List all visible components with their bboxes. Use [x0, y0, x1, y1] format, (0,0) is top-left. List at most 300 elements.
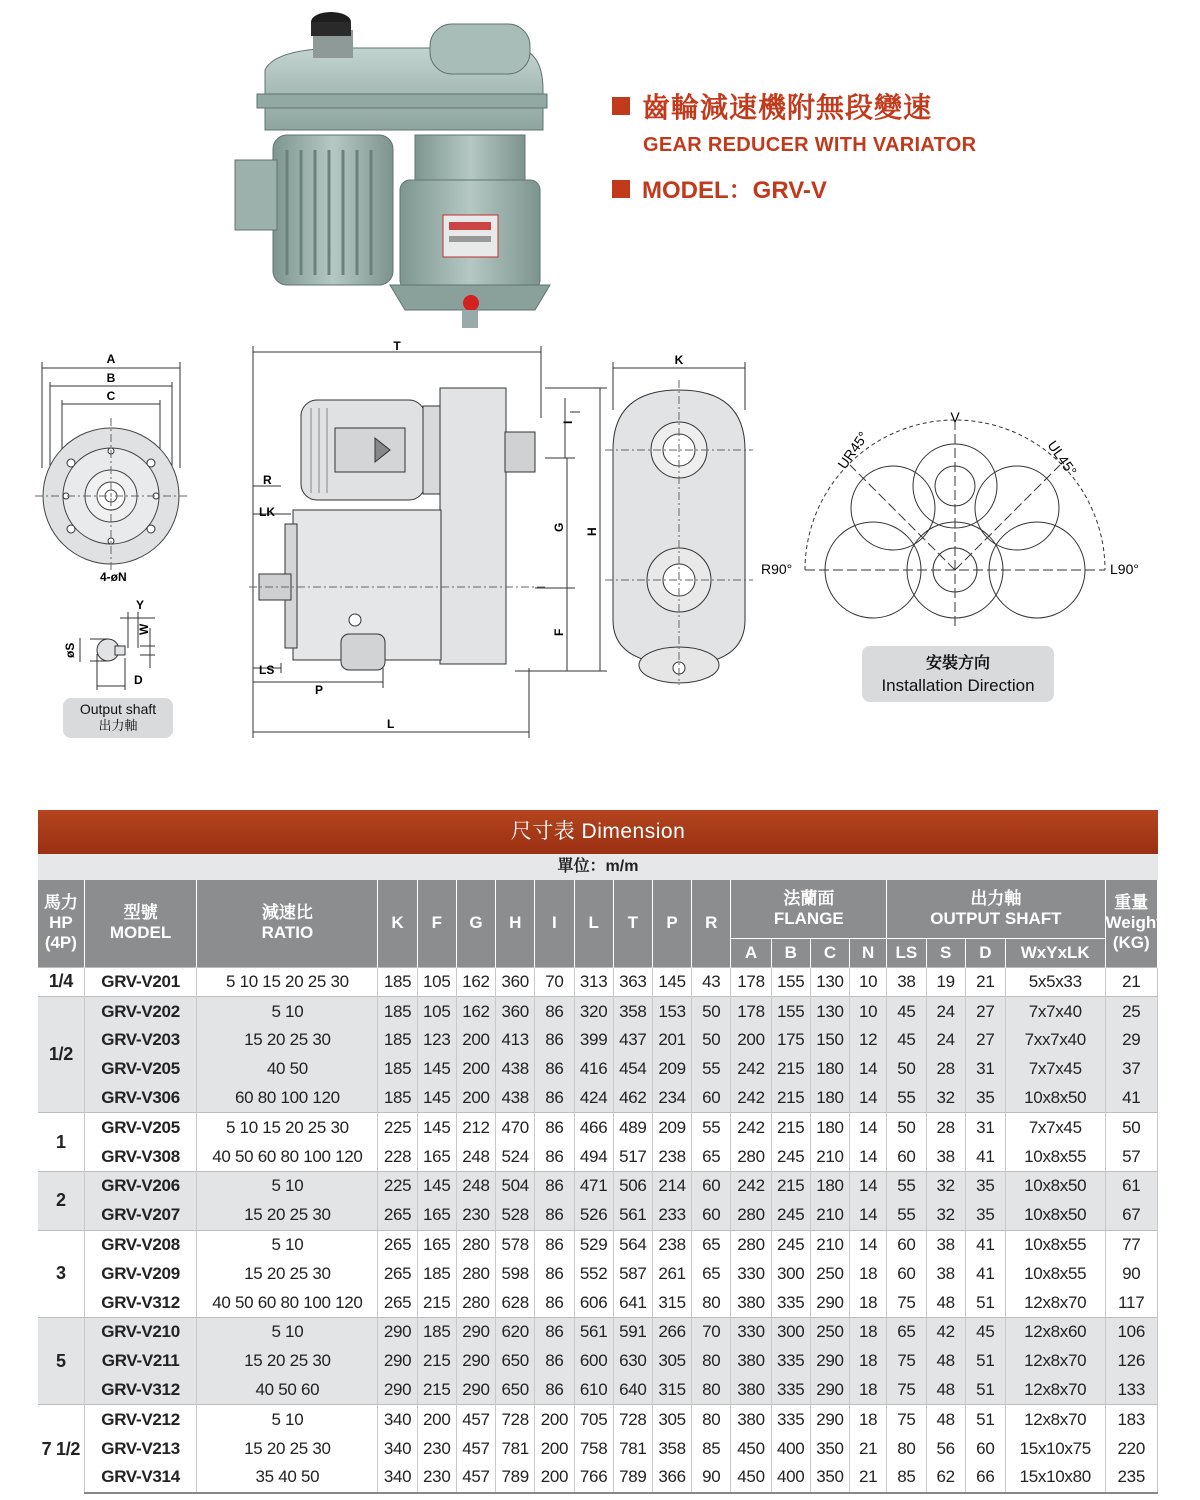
- cell-value: 225: [378, 1172, 417, 1201]
- cell-value: 50: [692, 997, 731, 1026]
- cell-value: 178: [731, 997, 771, 1026]
- table-row: [38, 1259, 1158, 1288]
- header-dim-p: P: [652, 880, 691, 967]
- cell-model: GRV-V207: [84, 1201, 197, 1230]
- cell-value: 781: [496, 1434, 535, 1463]
- cell-ratio: 60 80 100 120: [197, 1084, 378, 1113]
- header-flange-b: B: [771, 938, 810, 967]
- cell-value: 265: [378, 1201, 417, 1230]
- cell-model: GRV-V209: [84, 1259, 197, 1288]
- cell-value: 245: [771, 1201, 810, 1230]
- cell-value: 12x8x70: [1005, 1376, 1105, 1405]
- cell-value: 215: [771, 1055, 810, 1084]
- cell-value: 350: [810, 1434, 849, 1463]
- cell-value: 80: [692, 1405, 731, 1434]
- cell-value: 641: [613, 1288, 652, 1317]
- cell-model: GRV-V210: [84, 1318, 197, 1347]
- cell-value: 630: [613, 1347, 652, 1376]
- cell-value: 75: [887, 1405, 926, 1434]
- header-output-shaft: 出力軸 OUTPUT SHAFT: [887, 880, 1105, 938]
- dir-label-l90: L90°: [1110, 561, 1139, 577]
- cell-value: 517: [613, 1142, 652, 1171]
- cell-value: 162: [456, 997, 495, 1026]
- cell-value: 12x8x70: [1005, 1405, 1105, 1434]
- cell-value: 209: [652, 1055, 691, 1084]
- cell-value: 153: [652, 997, 691, 1026]
- cell-value: 32: [926, 1172, 965, 1201]
- header-dim-k: K: [378, 880, 417, 967]
- cell-value: 416: [574, 1055, 613, 1084]
- cell-value: 330: [731, 1259, 771, 1288]
- cell-value: 24: [926, 997, 965, 1026]
- cell-model: GRV-V306: [84, 1084, 197, 1113]
- cell-value: 50: [1105, 1113, 1157, 1142]
- cell-value: 290: [378, 1376, 417, 1405]
- cell-value: 360: [496, 967, 535, 997]
- cell-value: 56: [926, 1434, 965, 1463]
- cell-value: 43: [692, 967, 731, 997]
- cell-value: 210: [810, 1230, 849, 1259]
- table-unit: 單位：m/m: [38, 854, 1158, 880]
- cell-value: 238: [652, 1142, 691, 1171]
- cell-value: 27: [965, 997, 1005, 1026]
- cell-value: 60: [887, 1259, 926, 1288]
- cell-value: 564: [613, 1230, 652, 1259]
- cell-value: 65: [887, 1318, 926, 1347]
- header-shaft-s: S: [926, 938, 965, 967]
- cell-value: 185: [417, 1259, 456, 1288]
- cell-hp: 3: [38, 1230, 84, 1317]
- cell-value: 7xx7x40: [1005, 1026, 1105, 1055]
- cell-ratio: 5 10: [197, 997, 378, 1026]
- cell-value: 70: [535, 967, 574, 997]
- cell-value: 21: [850, 1463, 887, 1493]
- cell-value: 38: [926, 1259, 965, 1288]
- cell-value: 41: [965, 1259, 1005, 1288]
- dim-label-r: R: [263, 473, 272, 487]
- cell-value: 10x8x55: [1005, 1142, 1105, 1171]
- cell-value: 145: [417, 1172, 456, 1201]
- cell-value: 185: [378, 997, 417, 1026]
- header-dim-r: R: [692, 880, 731, 967]
- cell-value: 28: [926, 1113, 965, 1142]
- cell-value: 86: [535, 1084, 574, 1113]
- cell-value: 245: [771, 1142, 810, 1171]
- cell-value: 18: [850, 1288, 887, 1317]
- cell-value: 424: [574, 1084, 613, 1113]
- cell-value: 155: [771, 997, 810, 1026]
- cell-ratio: 5 10: [197, 1230, 378, 1259]
- cell-value: 494: [574, 1142, 613, 1171]
- cell-value: 86: [535, 1026, 574, 1055]
- cell-value: 21: [965, 967, 1005, 997]
- cell-value: 27: [965, 1026, 1005, 1055]
- bullet-square-icon: [612, 97, 630, 115]
- cell-value: 85: [887, 1463, 926, 1493]
- cell-value: 305: [652, 1347, 691, 1376]
- cell-ratio: 15 20 25 30: [197, 1259, 378, 1288]
- cell-value: 640: [613, 1376, 652, 1405]
- cell-value: 366: [652, 1463, 691, 1493]
- cell-value: 130: [810, 967, 849, 997]
- cell-value: 315: [652, 1288, 691, 1317]
- cell-value: 201: [652, 1026, 691, 1055]
- dim-label-g: G: [552, 522, 566, 532]
- cell-value: 65: [692, 1259, 731, 1288]
- cell-value: 290: [456, 1347, 495, 1376]
- cell-value: 86: [535, 1259, 574, 1288]
- cell-hp: 5: [38, 1318, 84, 1405]
- cell-value: 15x10x75: [1005, 1434, 1105, 1463]
- table-row: [38, 1055, 1158, 1084]
- cell-ratio: 40 50 60 80 100 120: [197, 1142, 378, 1171]
- page-title-cn: [612, 86, 932, 126]
- cell-model: GRV-V205: [84, 1055, 197, 1084]
- cell-value: 789: [613, 1463, 652, 1493]
- cell-value: 335: [771, 1376, 810, 1405]
- cell-value: 14: [850, 1201, 887, 1230]
- cell-value: 145: [652, 967, 691, 997]
- cell-value: 335: [771, 1347, 810, 1376]
- cell-value: 14: [850, 1230, 887, 1259]
- page-title-en: GEAR REDUCER WITH VARIATOR: [643, 134, 977, 156]
- cell-ratio: 15 20 25 30: [197, 1434, 378, 1463]
- cell-value: 86: [535, 1288, 574, 1317]
- cell-value: 12x8x60: [1005, 1318, 1105, 1347]
- dim-label-i: I: [561, 420, 575, 424]
- cell-value: 38: [887, 967, 926, 997]
- cell-value: 457: [456, 1463, 495, 1493]
- cell-value: 18: [850, 1376, 887, 1405]
- cell-value: 35: [965, 1201, 1005, 1230]
- dim-label-l: L: [387, 717, 395, 731]
- cell-value: 300: [771, 1259, 810, 1288]
- output-shaft-caption-cn: 出力軸: [98, 719, 138, 734]
- cell-value: 215: [771, 1084, 810, 1113]
- dim-label-p: P: [315, 683, 324, 697]
- cell-value: 178: [731, 967, 771, 997]
- table-row: [38, 1288, 1158, 1317]
- cell-value: 18: [850, 1405, 887, 1434]
- cell-value: 14: [850, 1142, 887, 1171]
- table-row: [38, 997, 1158, 1026]
- cell-hp: 1/2: [38, 997, 84, 1113]
- cell-value: 185: [378, 1026, 417, 1055]
- dim-label-a: A: [106, 352, 116, 366]
- cell-value: 758: [574, 1434, 613, 1463]
- cell-value: 399: [574, 1026, 613, 1055]
- table-title: 尺寸表 Dimension: [38, 810, 1158, 854]
- cell-value: 86: [535, 1113, 574, 1142]
- header-shaft-wxyxlk: WxYxLK: [1005, 938, 1105, 967]
- dim-label-n: 4-øN: [100, 570, 127, 584]
- cell-model: GRV-V213: [84, 1434, 197, 1463]
- cell-value: 185: [378, 1084, 417, 1113]
- cell-value: 117: [1105, 1288, 1157, 1317]
- table-row: [38, 1230, 1158, 1259]
- cell-value: 628: [496, 1288, 535, 1317]
- cell-value: 280: [731, 1201, 771, 1230]
- cell-value: 705: [574, 1405, 613, 1434]
- cell-value: 35: [965, 1172, 1005, 1201]
- cell-value: 45: [887, 1026, 926, 1055]
- cell-value: 86: [535, 1318, 574, 1347]
- table-row: [38, 1463, 1158, 1493]
- table-row: [38, 1172, 1158, 1201]
- cell-value: 41: [965, 1142, 1005, 1171]
- cell-model: GRV-V208: [84, 1230, 197, 1259]
- cell-value: 280: [456, 1230, 495, 1259]
- cell-value: 200: [535, 1405, 574, 1434]
- cell-value: 238: [652, 1230, 691, 1259]
- cell-model: GRV-V205: [84, 1113, 197, 1142]
- cell-value: 18: [850, 1318, 887, 1347]
- cell-value: 12: [850, 1026, 887, 1055]
- dir-label-v: V: [950, 409, 960, 425]
- cell-value: 242: [731, 1172, 771, 1201]
- cell-value: 48: [926, 1288, 965, 1317]
- cell-value: 214: [652, 1172, 691, 1201]
- cell-value: 457: [456, 1434, 495, 1463]
- cell-value: 14: [850, 1055, 887, 1084]
- cell-value: 400: [771, 1434, 810, 1463]
- cell-value: 290: [810, 1288, 849, 1317]
- cell-value: 600: [574, 1347, 613, 1376]
- cell-value: 10: [850, 997, 887, 1026]
- cell-value: 358: [652, 1434, 691, 1463]
- cell-value: 266: [652, 1318, 691, 1347]
- cell-value: 315: [652, 1376, 691, 1405]
- cell-value: 75: [887, 1376, 926, 1405]
- cell-value: 55: [887, 1201, 926, 1230]
- cell-value: 363: [613, 967, 652, 997]
- cell-value: 45: [887, 997, 926, 1026]
- cell-value: 126: [1105, 1347, 1157, 1376]
- header-dim-i: I: [535, 880, 574, 967]
- cell-value: 175: [771, 1026, 810, 1055]
- cell-value: 7x7x45: [1005, 1113, 1105, 1142]
- install-caption-en: Installation Direction: [881, 676, 1035, 695]
- cell-value: 250: [810, 1318, 849, 1347]
- cell-value: 41: [965, 1230, 1005, 1259]
- cell-value: 61: [1105, 1172, 1157, 1201]
- cell-value: 31: [965, 1113, 1005, 1142]
- cell-hp: 2: [38, 1172, 84, 1231]
- cell-value: 380: [731, 1347, 771, 1376]
- model-label: MODEL：GRV-V: [642, 177, 827, 204]
- output-shaft-caption: [63, 698, 173, 738]
- cell-value: 728: [613, 1405, 652, 1434]
- cell-value: 470: [496, 1113, 535, 1142]
- cell-value: 200: [535, 1463, 574, 1493]
- cell-value: 300: [771, 1318, 810, 1347]
- cell-value: 228: [378, 1142, 417, 1171]
- cell-value: 340: [378, 1434, 417, 1463]
- dim-label-t: T: [393, 339, 401, 353]
- cell-value: 37: [1105, 1055, 1157, 1084]
- cell-value: 60: [887, 1142, 926, 1171]
- cell-value: 265: [378, 1259, 417, 1288]
- cell-value: 86: [535, 1172, 574, 1201]
- cell-value: 21: [850, 1434, 887, 1463]
- cell-value: 65: [692, 1230, 731, 1259]
- cell-model: GRV-V203: [84, 1026, 197, 1055]
- cell-value: 438: [496, 1055, 535, 1084]
- cell-value: 32: [926, 1201, 965, 1230]
- dim-label-s: øS: [63, 642, 77, 658]
- cell-model: GRV-V314: [84, 1463, 197, 1493]
- cell-value: 450: [731, 1463, 771, 1493]
- cell-value: 86: [535, 1347, 574, 1376]
- cell-value: 75: [887, 1288, 926, 1317]
- cell-value: 610: [574, 1376, 613, 1405]
- header-flange: 法蘭面 FLANGE: [731, 880, 887, 938]
- dim-label-ls: LS: [259, 663, 275, 677]
- cell-value: 60: [692, 1084, 731, 1113]
- cell-value: 12x8x70: [1005, 1288, 1105, 1317]
- dim-label-b: B: [106, 371, 116, 385]
- cell-value: 50: [692, 1026, 731, 1055]
- cell-value: 86: [535, 1201, 574, 1230]
- cell-value: 70: [692, 1318, 731, 1347]
- table-row: [38, 1405, 1158, 1434]
- installation-direction-caption: [862, 646, 1054, 702]
- cell-value: 42: [926, 1318, 965, 1347]
- cell-value: 320: [574, 997, 613, 1026]
- cell-value: 80: [692, 1347, 731, 1376]
- cell-ratio: 15 20 25 30: [197, 1201, 378, 1230]
- installation-direction-drawing: [755, 400, 1155, 640]
- table-row: [38, 1201, 1158, 1230]
- cell-value: 290: [378, 1318, 417, 1347]
- cell-value: 230: [456, 1201, 495, 1230]
- cell-value: 165: [417, 1201, 456, 1230]
- cell-value: 38: [926, 1230, 965, 1259]
- cell-model: GRV-V201: [84, 967, 197, 997]
- cell-value: 51: [965, 1347, 1005, 1376]
- cell-value: 12x8x70: [1005, 1347, 1105, 1376]
- cell-value: 305: [652, 1405, 691, 1434]
- cell-ratio: 5 10: [197, 1318, 378, 1347]
- header-flange-a: A: [731, 938, 771, 967]
- cell-value: 57: [1105, 1142, 1157, 1171]
- cell-value: 210: [810, 1201, 849, 1230]
- cell-value: 200: [731, 1026, 771, 1055]
- cell-value: 250: [810, 1259, 849, 1288]
- side-view-drawing: [245, 338, 615, 743]
- cell-value: 504: [496, 1172, 535, 1201]
- cell-ratio: 5 10 15 20 25 30: [197, 1113, 378, 1142]
- cell-value: 38: [926, 1142, 965, 1171]
- cell-value: 145: [417, 1113, 456, 1142]
- cell-value: 31: [965, 1055, 1005, 1084]
- cell-value: 728: [496, 1405, 535, 1434]
- cell-value: 55: [692, 1113, 731, 1142]
- cell-value: 200: [417, 1405, 456, 1434]
- header-dim-h: H: [496, 880, 535, 967]
- cell-value: 55: [887, 1172, 926, 1201]
- cell-value: 200: [456, 1055, 495, 1084]
- cell-value: 130: [810, 997, 849, 1026]
- cell-value: 230: [417, 1463, 456, 1493]
- cell-value: 5x5x33: [1005, 967, 1105, 997]
- cell-value: 123: [417, 1026, 456, 1055]
- header-shaft-d: D: [965, 938, 1005, 967]
- cell-value: 105: [417, 967, 456, 997]
- header-model: 型號 MODEL: [84, 880, 197, 967]
- cell-value: 19: [926, 967, 965, 997]
- header-flange-n: N: [850, 938, 887, 967]
- cell-value: 185: [417, 1318, 456, 1347]
- cell-value: 471: [574, 1172, 613, 1201]
- cell-value: 290: [456, 1376, 495, 1405]
- cell-value: 380: [731, 1405, 771, 1434]
- cell-value: 10x8x50: [1005, 1084, 1105, 1113]
- bullet-square-icon: [612, 180, 630, 198]
- cell-value: 29: [1105, 1026, 1157, 1055]
- cell-value: 180: [810, 1055, 849, 1084]
- cell-value: 18: [850, 1259, 887, 1288]
- cell-ratio: 5 10: [197, 1172, 378, 1201]
- cell-value: 215: [417, 1376, 456, 1405]
- cell-value: 48: [926, 1405, 965, 1434]
- cell-value: 48: [926, 1347, 965, 1376]
- table-row: [38, 1084, 1158, 1113]
- product-photo: [225, 10, 555, 330]
- cell-value: 280: [731, 1142, 771, 1171]
- dir-label-ul45: UL45°: [1044, 437, 1081, 479]
- dimension-table: [38, 880, 1162, 1494]
- cell-value: 10x8x55: [1005, 1259, 1105, 1288]
- table-header: [38, 880, 1162, 967]
- end-view-drawing: [605, 350, 755, 695]
- cell-value: 41: [1105, 1084, 1157, 1113]
- cell-value: 210: [810, 1142, 849, 1171]
- cell-value: 10: [850, 967, 887, 997]
- cell-value: 51: [965, 1376, 1005, 1405]
- cell-value: 10x8x50: [1005, 1172, 1105, 1201]
- model-heading: [612, 170, 827, 205]
- cell-value: 340: [378, 1405, 417, 1434]
- cell-value: 313: [574, 967, 613, 997]
- table-row: [38, 1434, 1158, 1463]
- dim-label-f: F: [552, 628, 566, 636]
- cell-value: 185: [378, 967, 417, 997]
- cell-value: 280: [456, 1288, 495, 1317]
- cell-value: 781: [613, 1434, 652, 1463]
- cell-value: 105: [417, 997, 456, 1026]
- cell-value: 165: [417, 1142, 456, 1171]
- dim-label-h: H: [585, 527, 599, 536]
- cell-value: 450: [731, 1434, 771, 1463]
- cell-value: 290: [810, 1347, 849, 1376]
- cell-value: 561: [574, 1318, 613, 1347]
- cell-value: 358: [613, 997, 652, 1026]
- cell-value: 21: [1105, 967, 1157, 997]
- cell-value: 45: [965, 1318, 1005, 1347]
- cell-value: 200: [456, 1084, 495, 1113]
- cell-value: 215: [771, 1113, 810, 1142]
- cell-ratio: 35 40 50: [197, 1463, 378, 1493]
- cell-value: 50: [887, 1055, 926, 1084]
- cell-value: 80: [692, 1288, 731, 1317]
- cell-value: 60: [692, 1172, 731, 1201]
- cell-value: 165: [417, 1230, 456, 1259]
- cell-value: 235: [1105, 1463, 1157, 1493]
- cell-value: 18: [850, 1347, 887, 1376]
- table-row: [38, 1113, 1158, 1142]
- cell-model: GRV-V202: [84, 997, 197, 1026]
